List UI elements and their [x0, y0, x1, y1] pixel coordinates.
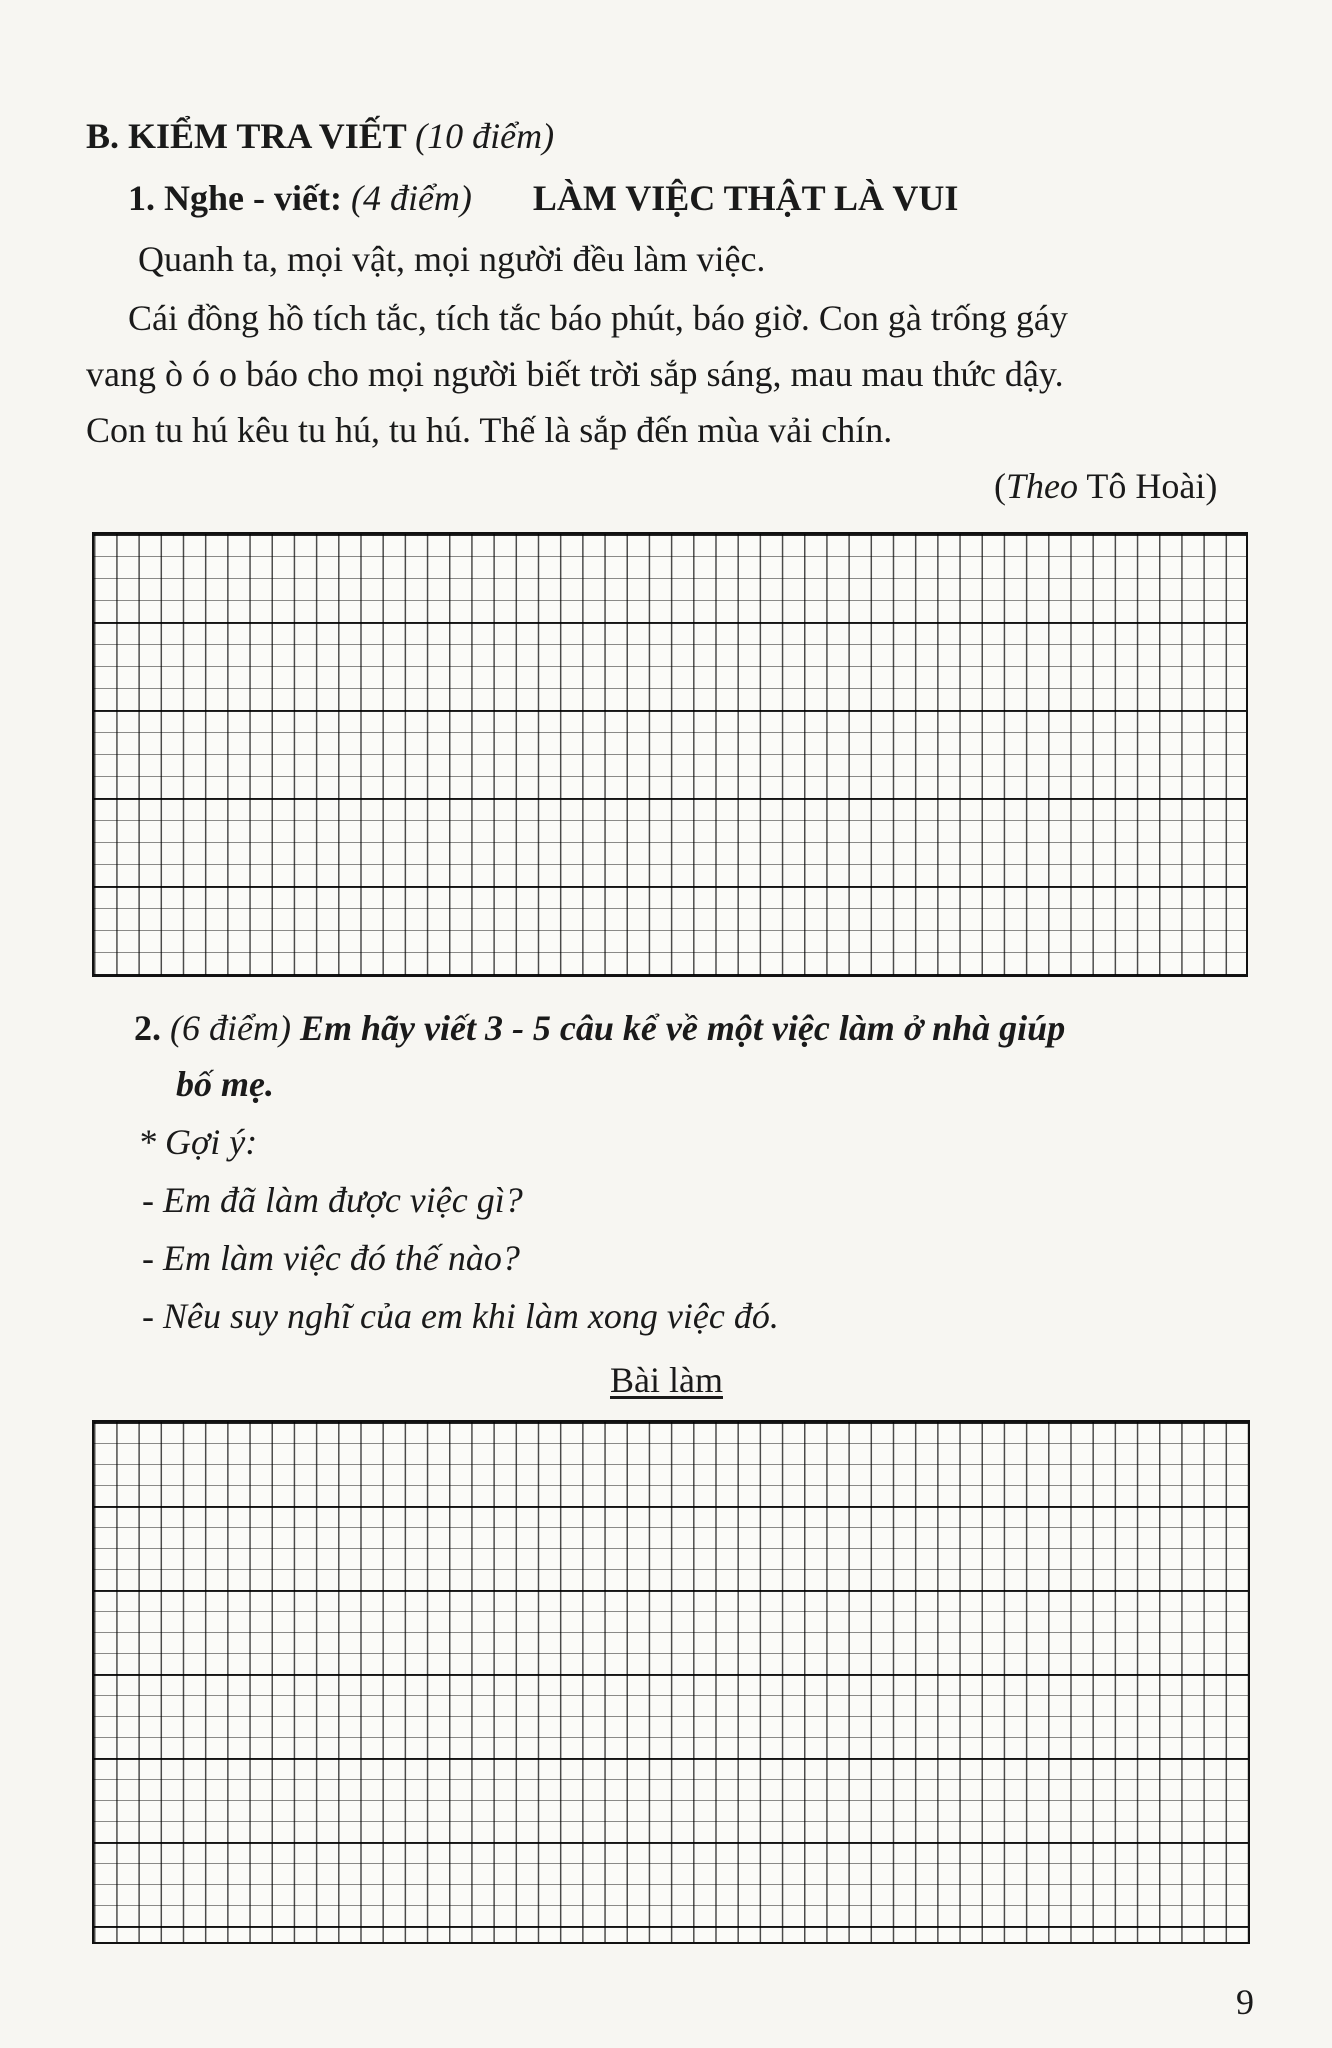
part2-prompt-line-1 [134, 1010, 1065, 1046]
hint-item-2: - Em làm việc đó thế nào? [142, 1238, 520, 1278]
hint-item-1: - Em đã làm được việc gì? [142, 1180, 523, 1220]
dictation-writing-grid[interactable] [92, 532, 1248, 977]
part2-label: 2. [134, 1008, 161, 1048]
composition-writing-grid[interactable] [92, 1420, 1250, 1944]
part2-prompt-line-2: bố mẹ. [176, 1064, 274, 1104]
part1-points: (4 điểm) [350, 178, 472, 218]
section-title-text: B. KIỂM TRA VIẾT [86, 116, 407, 156]
dictation-line-4: Con tu hú kêu tu hú, tu hú. Thế là sắp đến mùa vải chín. [86, 410, 893, 450]
dictation-line-3: vang ò ó o báo cho mọi người biết trời sắp sáng, mau mau thức dậy. [86, 354, 1064, 394]
part2-points: (6 điểm) [170, 1008, 291, 1048]
section-points: (10 điểm) [415, 116, 555, 156]
dictation-line-2: Cái đồng hồ tích tắc, tích tắc báo phút, báo giờ. Con gà trống gáy [128, 298, 1068, 338]
hint-label: * Gợi ý: [138, 1122, 258, 1162]
answer-heading: Bài làm [610, 1360, 723, 1400]
part1-title: LÀM VIỆC THẬT LÀ VUI [532, 178, 959, 218]
dictation-line-1: Quanh ta, mọi vật, mọi người đều làm việc. [138, 239, 766, 279]
part2-prompt: Em hãy viết 3 - 5 câu kể về một việc làm ở nhà giúp [299, 1008, 1066, 1048]
part1-header [128, 180, 958, 216]
source-open-paren: ( [994, 466, 1006, 506]
source-author: Tô Hoài) [1086, 466, 1218, 506]
source-theo: Theo [1006, 466, 1078, 506]
part1-label: 1. Nghe - viết: [128, 178, 342, 218]
hint-item-3: - Nêu suy nghĩ của em khi làm xong việc đó. [142, 1296, 779, 1336]
source-attribution [994, 468, 1217, 504]
page-number: 9 [1236, 1982, 1254, 2022]
section-title [86, 118, 554, 154]
